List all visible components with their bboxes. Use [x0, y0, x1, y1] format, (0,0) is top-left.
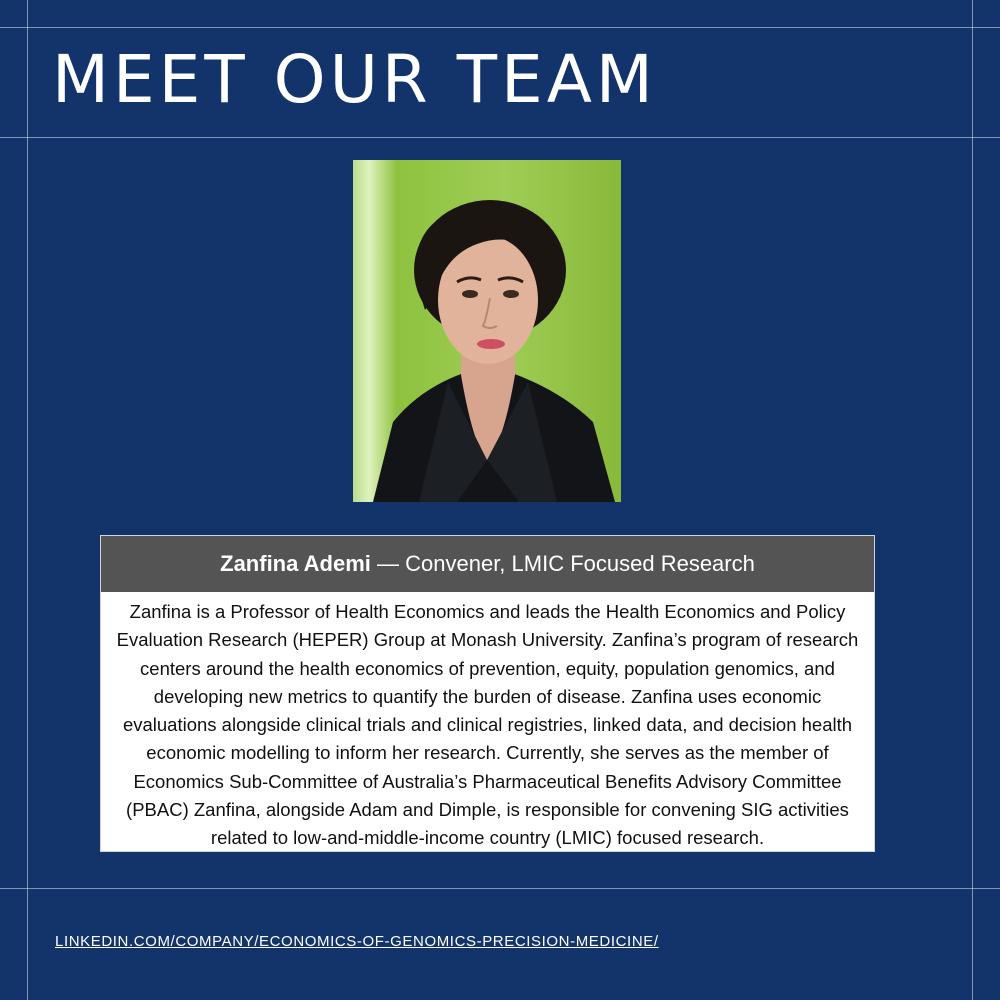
member-name: Zanfina Ademi — [220, 551, 371, 576]
team-member-card — [100, 535, 875, 852]
card-header — [101, 536, 874, 592]
grid-line-above-footer — [0, 888, 1000, 889]
team-member-photo — [353, 160, 621, 502]
member-role: Convener, LMIC Focused Research — [405, 551, 755, 576]
member-bio: Zanfina is a Professor of Health Economics and leads the Health Economics and Policy Evaluation Research (HEPER) Group at Monash University. Zanfina’s program of research centers around the health economics of prevention, equity, population genomics, and developing new metrics to quantify the burden of disease. Zanfina uses economic evaluations alongside clinical trials and clinical registries, linked data, and decision health economic modelling to inform her research. Currently, she serves as the member of Economics Sub-Committee of Australia’s Pharmaceutical Benefits Advisory Committee (PBAC) Zanfina, alongside Adam and Dimple, is responsible for convening SIG activities related to low-and-middle-income country (LMIC) focused research. — [116, 601, 859, 849]
page-title: MEET OUR TEAM — [52, 41, 657, 118]
grid-line-under-title — [0, 137, 1000, 138]
name-role-separator: — — [370, 551, 406, 576]
grid-line-top — [0, 27, 1000, 28]
linkedin-link[interactable]: LINKEDIN.COM/COMPANY/ECONOMICS-OF-GENOMICS-PRECISION-MEDICINE/ — [55, 933, 659, 950]
eye-right — [503, 290, 519, 298]
portrait-illustration — [353, 160, 621, 502]
grid-line-left — [27, 0, 28, 1000]
grid-line-right — [972, 0, 973, 1000]
lips — [477, 339, 505, 349]
eye-left — [462, 290, 478, 298]
